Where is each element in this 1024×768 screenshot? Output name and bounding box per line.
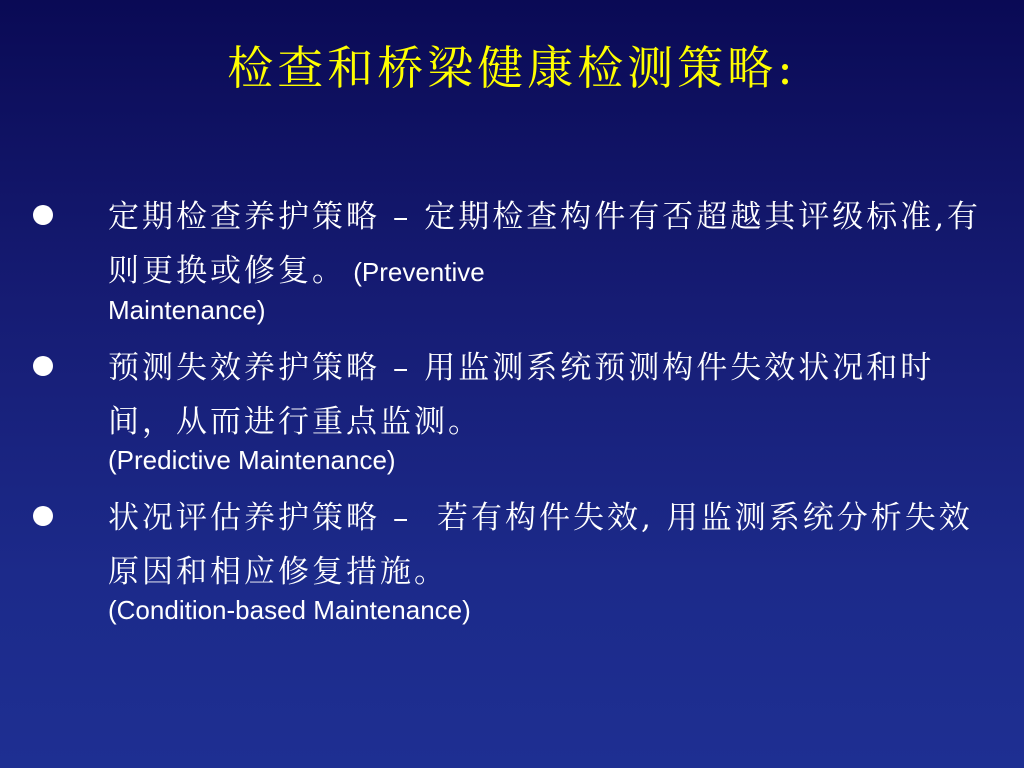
slide-title: 检查和桥梁健康检测策略: — [227, 41, 797, 95]
bullet-item-preventive — [0, 190, 1024, 327]
bullet-english-text: Maintenance) — [108, 295, 266, 325]
bullet-text — [108, 190, 984, 299]
bullet-chinese-text: 状况评估养护策略 – 若有构件失效, 用监测系统分析失效原因和相应修复措施。 — [108, 500, 973, 590]
bullet-item-predictive — [0, 341, 1024, 477]
bullet-english-inline: (Preventive — [346, 257, 485, 287]
bullet-english-text: (Condition-based Maintenance) — [108, 595, 471, 625]
bullet-english-text: (Predictive Maintenance) — [108, 445, 396, 475]
bullet-chinese-text: 定期检查养护策略 – 定期检查构件有否超越其评级标准,有则更换或修复。 — [108, 199, 982, 289]
bullet-dot-icon — [33, 205, 53, 225]
bullet-dot-icon — [33, 506, 53, 526]
bullet-list — [0, 190, 1024, 641]
bullet-text — [108, 341, 984, 449]
bullet-text — [108, 491, 984, 599]
bullet-dot-icon — [33, 356, 53, 376]
bullet-chinese-text: 预测失效养护策略 – 用监测系统预测构件失效状况和时间，从而进行重点监测。 — [108, 350, 935, 440]
bullet-item-condition-based — [0, 491, 1024, 627]
